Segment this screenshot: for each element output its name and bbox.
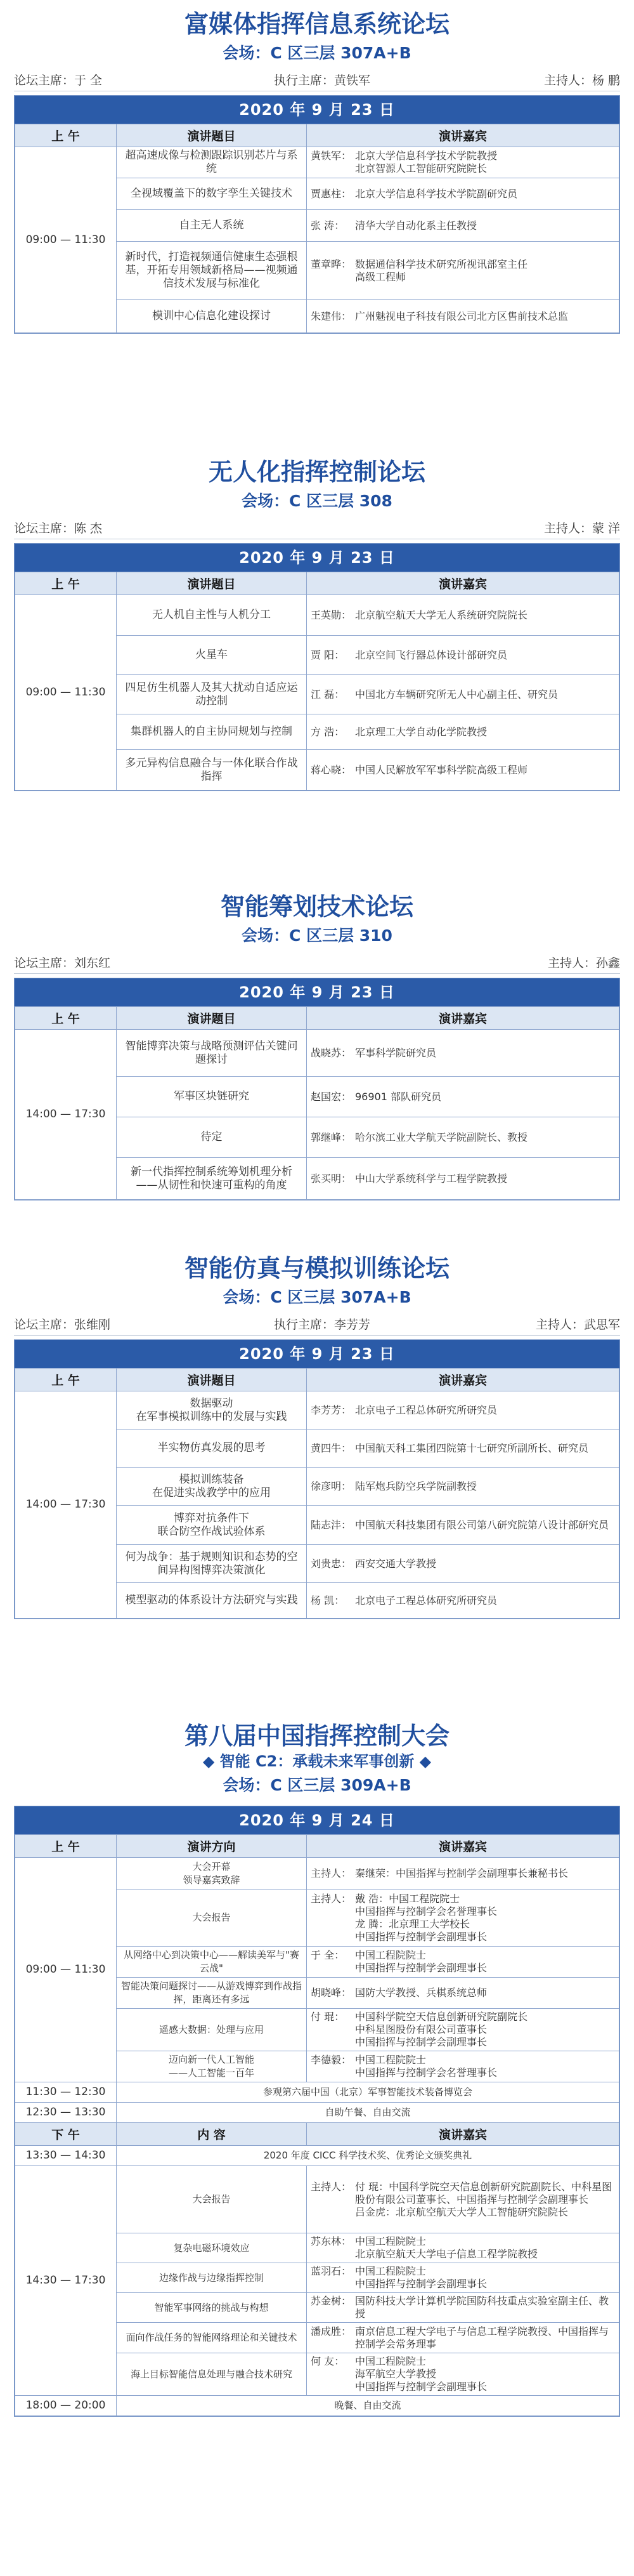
topic: 全视域覆盖下的数字孪生关键技术: [117, 178, 307, 210]
topic: 新一代指挥控制系统筹划机理分析——从韧性和快速可重构的角度: [117, 1158, 307, 1200]
time-cell: 14:00 — 17:30: [15, 1030, 117, 1200]
date-bar: 2020 年 9 月 24 日: [15, 1806, 619, 1834]
forum-chair: 论坛主席：于 全: [14, 74, 103, 88]
topic: 待定: [117, 1117, 307, 1158]
topic: 无人机自主性与人机分工: [117, 595, 307, 636]
conference-venue: 会场：C 区三层 309A+B: [223, 1776, 411, 1794]
activity: 晚餐、自由交流: [117, 2396, 619, 2416]
col-topic: 演讲方向: [117, 1835, 307, 1858]
forum-1: [0, 0, 634, 334]
topic: 大会报告: [117, 1889, 307, 1947]
date-bar: 2020 年 9 月 23 日: [15, 96, 619, 124]
col-session: 上 午: [15, 1007, 117, 1030]
col-topic: 演讲题目: [117, 124, 307, 147]
activity: 自助午餐、自由交流: [117, 2103, 619, 2123]
topic: 从网络中心到决策中心——解读美军与"赛云战": [117, 1947, 307, 1978]
topic: 边缘作战与边缘指挥控制: [117, 2263, 307, 2293]
topic: 模拟训练装备 在促进实战教学中的应用: [117, 1468, 307, 1506]
col-session: 下 午: [15, 2123, 117, 2146]
topic: 何为战争：基于规则知识和态势的空间异构图博弈决策演化: [117, 1545, 307, 1583]
schedule-table: [14, 1339, 620, 1619]
forum-chairs: [14, 71, 620, 91]
forum-3: [0, 891, 634, 1200]
speaker: 陆志沣： 中国航天科技集团有限公司第八研究院第八设计部研究员: [307, 1506, 619, 1545]
forum-chairs: [14, 954, 620, 974]
topic: 智能博弈决策与战略预测评估关键问题探讨: [117, 1030, 307, 1077]
col-speaker: 演讲嘉宾: [307, 1369, 619, 1391]
host: 主持人：孙鑫: [547, 956, 620, 970]
col-speaker: 演讲嘉宾: [307, 124, 619, 147]
time-cell: 12:30 — 13:30: [15, 2103, 117, 2123]
schedule-table: [14, 95, 620, 334]
speaker: 李芳芳： 北京电子工程总体研究所研究员: [307, 1391, 619, 1429]
forum-chairs: [14, 1315, 620, 1336]
topic: 半实物仿真发展的思考: [117, 1429, 307, 1468]
conference-subtitle: ◆ 智能 C2：承载未来军事创新 ◆: [202, 1752, 432, 1770]
col-topic: 内 容: [117, 2123, 307, 2146]
forum-2: [0, 457, 634, 791]
forum-venue: 会场：C 区三层 307A+B: [223, 1288, 411, 1306]
topic: 多元异构信息融合与一体化联合作战指挥: [117, 750, 307, 791]
speaker: 方 浩： 北京理工大学自动化学院教授: [307, 714, 619, 750]
topic: 大会开幕 领导嘉宾致辞: [117, 1858, 307, 1889]
activity: 2020 年度 CICC 科学技术奖、优秀论文颁奖典礼: [117, 2146, 619, 2166]
speaker: 主持人： 付 琨：中国科学院空天信息创新研究院副院长、中科星图股份有限公司董事长、中国指挥与控制学会副理事长 吕金虎：北京航空航天大学人工智能研究院院长: [307, 2166, 619, 2233]
date-bar: 2020 年 9 月 23 日: [15, 978, 619, 1006]
topic: 模训中心信息化建设探讨: [117, 300, 307, 333]
speaker: 贾 阳： 北京空间飞行器总体设计部研究员: [307, 636, 619, 675]
speaker: 潘成胜： 南京信息工程大学电子与信息工程学院教授、中国指挥与控制学会常务理事: [307, 2323, 619, 2353]
col-speaker: 演讲嘉宾: [307, 1835, 619, 1858]
topic: 复杂电磁环境效应: [117, 2233, 307, 2263]
speaker: 郭继峰： 哈尔滨工业大学航天学院副院长、教授: [307, 1117, 619, 1158]
speaker: 苏金树： 国防科技大学计算机学院国防科技重点实验室副主任、教授: [307, 2293, 619, 2323]
topic: 四足仿生机器人及其大扰动自适应运动控制: [117, 675, 307, 714]
speaker: 黄铁军： 北京大学信息科学技术学院教授 北京智源人工智能研究院院长: [307, 147, 619, 178]
topic: 军事区块链研究: [117, 1077, 307, 1117]
topic: 集群机器人的自主协同规划与控制: [117, 714, 307, 750]
topic: 博弈对抗条件下 联合防空作战试验体系: [117, 1506, 307, 1545]
time-cell: 13:30 — 14:30: [15, 2146, 117, 2166]
col-session: 上 午: [15, 1835, 117, 1858]
host: 主持人：武思军: [535, 1318, 620, 1332]
col-session: 上 午: [15, 1369, 117, 1391]
topic: 迈向新一代人工智能 ——人工智能一百年: [117, 2051, 307, 2082]
forum-4: [0, 1253, 634, 1619]
topic: 超高速成像与检测跟踪识别芯片与系统: [117, 147, 307, 178]
topic: 自主无人系统: [117, 210, 307, 242]
col-topic: 演讲题目: [117, 1007, 307, 1030]
speaker: 赵国宏： 96901 部队研究员: [307, 1077, 619, 1117]
col-topic: 演讲题目: [117, 572, 307, 595]
speaker: 战晓苏： 军事科学院研究员: [307, 1030, 619, 1077]
topic: 海上目标智能信息处理与融合技术研究: [117, 2353, 307, 2396]
speaker: 朱建伟： 广州魅视电子科技有限公司北方区售前技术总监: [307, 300, 619, 333]
conference-title: 第八届中国指挥控制大会: [184, 1722, 450, 1750]
speaker: 蒋心晓： 中国人民解放军军事科学院高级工程师: [307, 750, 619, 791]
topic: 遥感大数据：处理与应用: [117, 2009, 307, 2051]
executive-chair: 执行主席：黄铁军: [274, 74, 371, 88]
forum-venue: 会场：C 区三层 307A+B: [223, 44, 411, 62]
activity: 参观第六届中国（北京）军事智能技术装备博览会: [117, 2082, 619, 2103]
speaker: 杨 凯： 北京电子工程总体研究所研究员: [307, 1583, 619, 1619]
forum-chair: 论坛主席：陈 杰: [14, 522, 103, 536]
time-cell: 14:00 — 17:30: [15, 1391, 117, 1619]
speaker: 何 友： 中国工程院院士 海军航空大学教授 中国指挥与控制学会副理事长: [307, 2353, 619, 2396]
speaker: 贾惠柱： 北京大学信息科学技术学院副研究员: [307, 178, 619, 210]
speaker: 王英勋： 北京航空航天大学无人系统研究院院长: [307, 595, 619, 636]
topic: 新时代，打造视频通信健康生态强根基，开拓专用领域新格局——视频通信技术发展与标准化: [117, 242, 307, 300]
time-cell: 11:30 — 12:30: [15, 2082, 117, 2103]
topic: 面向作战任务的智能网络理论和关键技术: [117, 2323, 307, 2353]
executive-chair: 执行主席：李芳芳: [274, 1318, 371, 1332]
time-cell: 09:00 — 11:30: [15, 1858, 117, 2082]
forum-chair: 论坛主席：刘东红: [14, 956, 111, 970]
conference-table: [14, 1806, 620, 2417]
col-session: 上 午: [15, 572, 117, 595]
speaker: 主持人： 戴 浩：中国工程院院士 中国指挥与控制学会名誉理事长 龙 腾：北京理工大学校长 中国指挥与控制学会副理事长: [307, 1889, 619, 1947]
speaker: 董章晔： 数据通信科学技术研究所视讯部室主任 高级工程师: [307, 242, 619, 300]
speaker: 刘贵忠： 西安交通大学教授: [307, 1545, 619, 1583]
time-cell: 09:00 — 11:30: [15, 147, 117, 333]
speaker: 于 全： 中国工程院院士 中国指挥与控制学会副理事长: [307, 1947, 619, 1978]
col-speaker: 演讲嘉宾: [307, 1007, 619, 1030]
col-speaker: 演讲嘉宾: [307, 572, 619, 595]
host: 主持人：蒙 洋: [543, 522, 620, 536]
host: 主持人：杨 鹏: [543, 74, 620, 88]
forum-chair: 论坛主席：张维刚: [14, 1318, 111, 1332]
speaker: 江 磊： 中国北方车辆研究所无人中心副主任、研究员: [307, 675, 619, 714]
forum-chairs: [14, 519, 620, 539]
conference: [0, 1721, 634, 2417]
forum-title: 富媒体指挥信息系统论坛: [184, 10, 450, 38]
speaker: 徐彦明： 陆军炮兵防空兵学院副教授: [307, 1468, 619, 1506]
topic: 智能军事网络的挑战与构想: [117, 2293, 307, 2323]
time-cell: 14:30 — 17:30: [15, 2166, 117, 2396]
date-bar: 2020 年 9 月 23 日: [15, 1340, 619, 1368]
col-topic: 演讲题目: [117, 1369, 307, 1391]
topic: 数据驱动 在军事模拟训练中的发展与实践: [117, 1391, 307, 1429]
speaker: 黄四牛： 中国航天科工集团四院第十七研究所副所长、研究员: [307, 1429, 619, 1468]
time-cell: 09:00 — 11:30: [15, 595, 117, 791]
forum-title: 智能筹划技术论坛: [220, 893, 413, 921]
col-speaker: 演讲嘉宾: [307, 2123, 619, 2146]
col-session: 上 午: [15, 124, 117, 147]
speaker: 蓝羽石： 中国工程院院士 中国指挥与控制学会副理事长: [307, 2263, 619, 2293]
topic: 大会报告: [117, 2166, 307, 2233]
speaker: 张买明： 中山大学系统科学与工程学院教授: [307, 1158, 619, 1200]
speaker: 苏东林： 中国工程院院士 北京航空航天大学电子信息工程学院教授: [307, 2233, 619, 2263]
topic: 智能决策问题探讨——从游戏博弈到作战指挥，距离还有多远: [117, 1978, 307, 2009]
topic: 火星车: [117, 636, 307, 675]
speaker: 付 琨： 中国科学院空天信息创新研究院副院长 中科星图股份有限公司董事长 中国指挥与控制学会副理事长: [307, 2009, 619, 2051]
forum-venue: 会场：C 区三层 308: [242, 492, 392, 510]
speaker: 胡晓峰： 国防大学教授、兵棋系统总师: [307, 1978, 619, 2009]
topic: 模型驱动的体系设计方法研究与实践: [117, 1583, 307, 1619]
forum-venue: 会场：C 区三层 310: [242, 926, 392, 945]
speaker: 张 涛： 清华大学自动化系主任教授: [307, 210, 619, 242]
speaker: 李德毅： 中国工程院院士 中国指挥与控制学会名誉理事长: [307, 2051, 619, 2082]
schedule-table: [14, 543, 620, 791]
forum-title: 智能仿真与模拟训练论坛: [184, 1254, 450, 1282]
date-bar: 2020 年 9 月 23 日: [15, 544, 619, 572]
time-cell: 18:00 — 20:00: [15, 2396, 117, 2416]
speaker: 主持人： 秦继荣：中国指挥与控制学会副理事长兼秘书长: [307, 1858, 619, 1889]
forum-title: 无人化指挥控制论坛: [208, 458, 425, 486]
schedule-table: [14, 978, 620, 1200]
